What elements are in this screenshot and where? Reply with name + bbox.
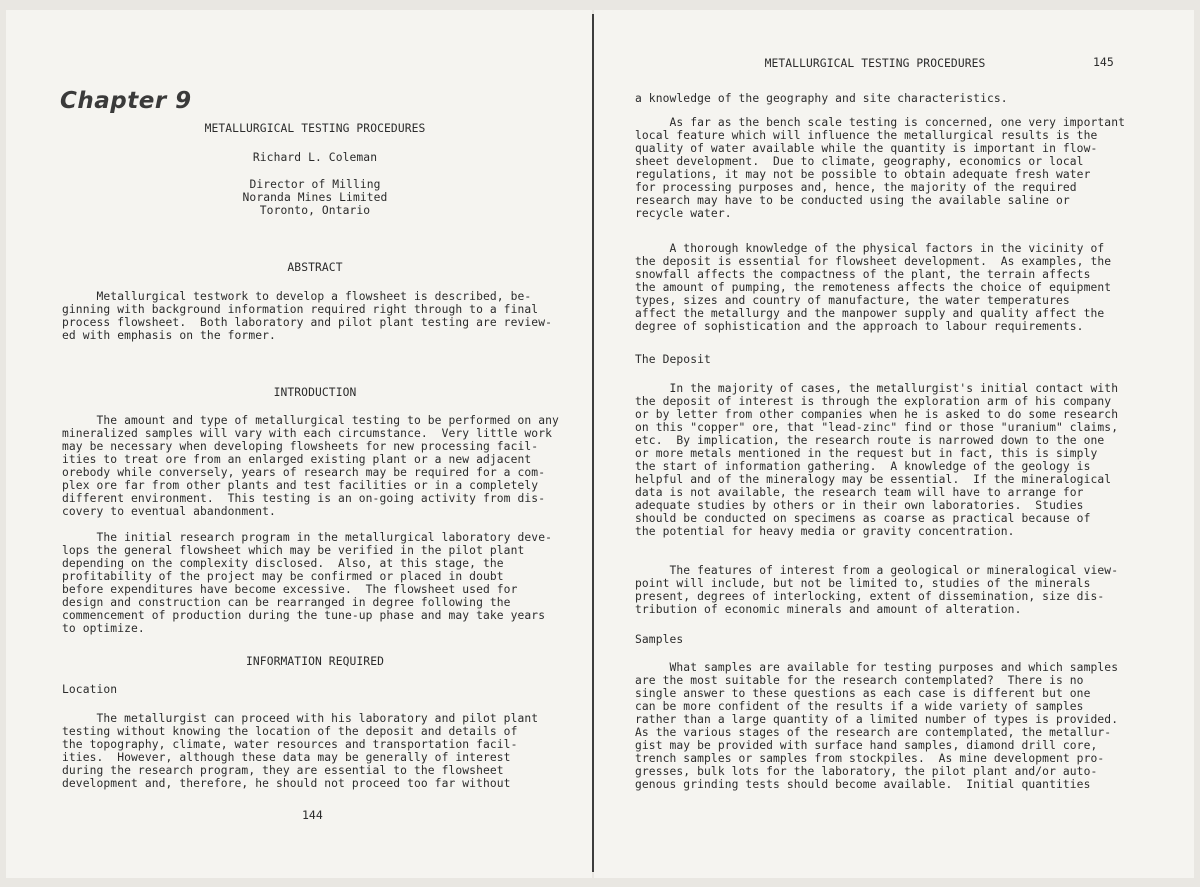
location-paragraph: The metallurgist can proceed with his laboratory and pilot plant testing without knowing the location of the deposit and details of the topography, climate, water resources and transportation facil- ities. However, although these data may be generally of interest during the research program, they are essential to the flowsheet development and, therefore, he should not proceed too far without <box>62 712 539 790</box>
abstract-heading: ABSTRACT <box>287 261 343 274</box>
abstract-text: Metallurgical testwork to develop a flowsheet is described, be- ginning with background information required right through to a final process flowsheet. Both laboratory and pilot plant testing are review- ed with emphasis on the former. <box>62 290 552 342</box>
left-page-number: 144 <box>302 808 323 822</box>
features-paragraph: The features of interest from a geological or mineralogical view- point will include, but not be limited to, studies of the minerals present, degrees of interlocking, extent of dissemination, size dis- tribution of economic minerals and amount of alteration. <box>635 564 1119 616</box>
introduction-paragraph-1: The amount and type of metallurgical testing to be performed on any mineralized samples will vary with each circumstance. Very little work may be necessary when developing flowsheets for new processing facil- ities to treat ore from an enlarged existing plant or a new adjacent orebody while conversely, years of research may be required for a com- plex ore far from other plants and test facilities or in a completely different environment. This testing is an on-going activity from dis- covery to eventual abandonment. <box>62 414 559 518</box>
physical-factors-paragraph: A thorough knowledge of the physical factors in the vicinity of the deposit is essential for flowsheet development. As examples, the snowfall affects the compactness of the plant, the terrain affects the amount of pumping, the remoteness affects the choice of equipment types, sizes and country of manufacture, the water temperatures affect the metallurgy and the manpower supply and quality affect the degree of sophistication and the approach to labour requirements. <box>635 242 1112 333</box>
location-heading: Location <box>62 683 118 696</box>
the-deposit-heading: The Deposit <box>635 353 711 366</box>
author-affiliation: Director of Milling Noranda Mines Limited Toronto, Ontario <box>242 178 388 217</box>
continuation-paragraph: a knowledge of the geography and site characteristics. <box>635 92 1008 105</box>
introduction-heading: INTRODUCTION <box>273 386 357 399</box>
information-required-heading: INFORMATION REQUIRED <box>245 655 385 668</box>
author-name: Richard L. Coleman <box>252 151 378 164</box>
samples-paragraph: What samples are available for testing purposes and which samples are the most suitable for the research contemplated? There is no single answer to these questions as each case is different but one can be more confident of the results if a wide variety of samples rather than a large quantity of a limited number of types is provided. As the various stages of the research are contemplated, the metallur- gist may be provided with surface hand samples, diamond drill core, trench samples or samples from stockpiles. As mine development pro- gresses, bulk lots for the laboratory, the pilot plant and/or auto- genous grinding tests should become available. Initial quantities <box>635 661 1119 791</box>
chapter-title: METALLURGICAL TESTING PROCEDURES <box>204 122 426 135</box>
introduction-paragraph-2: The initial research program in the metallurgical laboratory deve- lops the general flowsheet which may be verified in the pilot plant depending on the complexity disclosed. Also, at this stage, the profitability of the project may be confirmed or placed in doubt before expenditures have become excessive. The flowsheet used for design and construction can be rearranged in degree following the commencement of production during the tune-up phase and may take years to optimize. <box>62 531 552 635</box>
running-head: METALLURGICAL TESTING PROCEDURES <box>764 57 986 70</box>
samples-heading: Samples <box>635 633 684 646</box>
page-gutter <box>592 14 594 872</box>
bench-scale-paragraph: As far as the bench scale testing is concerned, one very important local feature which will influence the metallurgical results is the quality of water available while the quantity is important in flow- sheet development. Due to climate, geography, economics or local regulations, it may not be possible to obtain adequate fresh water for processing purposes and, hence, the majority of the required research may have to be conducted using the available saline or recycle water. <box>635 116 1125 220</box>
the-deposit-paragraph: In the majority of cases, the metallurgist's initial contact with the deposit of interest is through the exploration arm of his company or by letter from other companies when he is asked to do some research on this "copper" ore, that "lead-zinc" find or those "uranium" claims, etc. By implication, the research route is narrowed down to the one or more metals mentioned in the request but in fact, this is simply the start of information gathering. A knowledge of the geology is helpful and of the mineralogy may be essential. If the mineralogical data is not available, the research team will have to arrange for adequate studies by others or in their own laboratories. Studies should be conducted on specimens as coarse as practical because of the potential for heavy media or gravity concentration. <box>635 382 1119 538</box>
chapter-heading: Chapter 9 <box>60 88 192 114</box>
right-page-number: 145 <box>1093 55 1114 69</box>
